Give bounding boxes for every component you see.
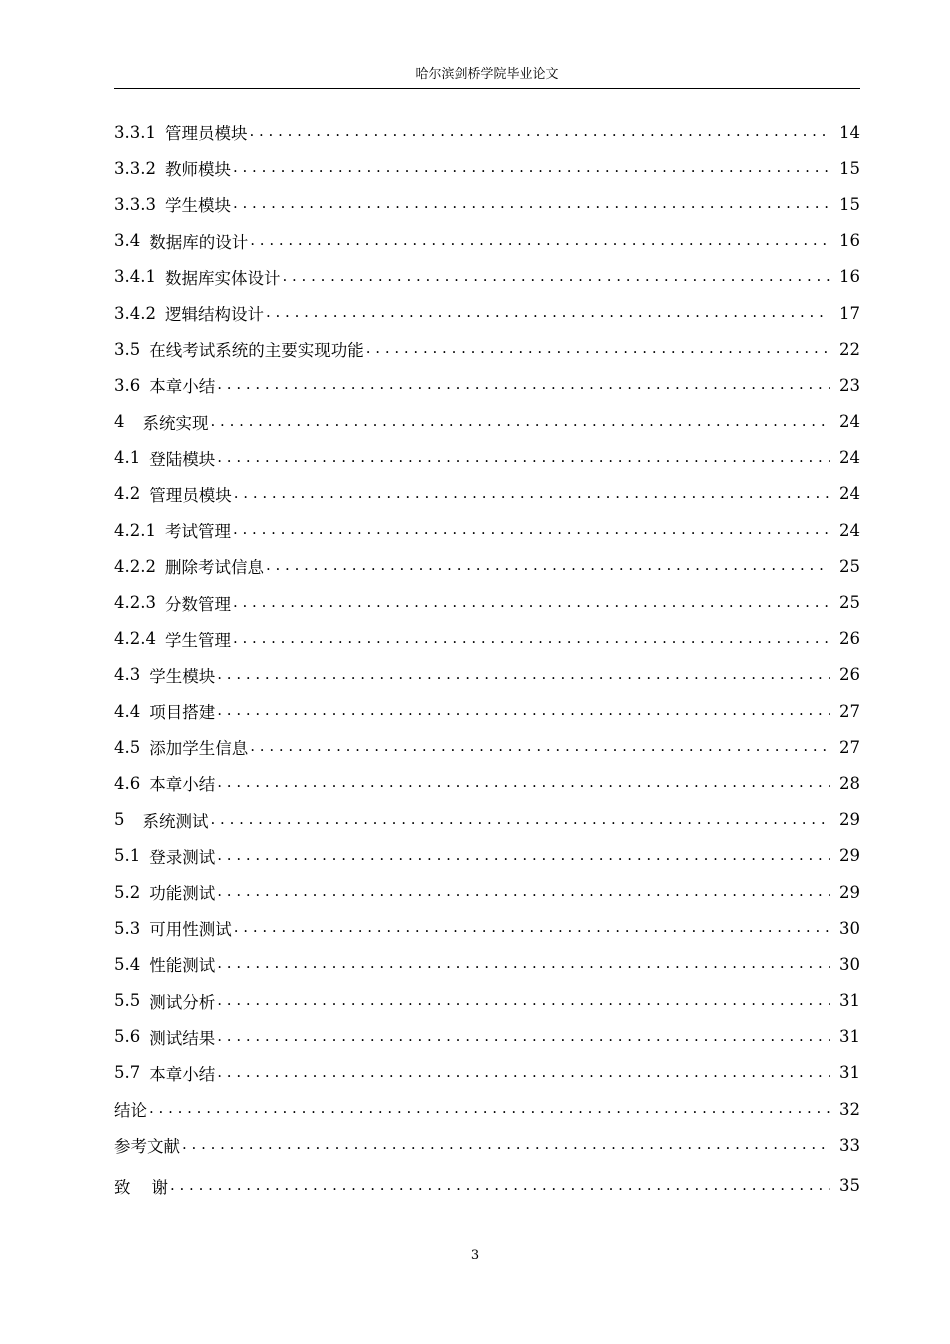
toc-entry-number: 3.3.3 [114, 194, 156, 214]
toc-entry-page: 33 [839, 1135, 860, 1155]
toc-entry-title: 教师模块 [164, 160, 231, 180]
toc-entry[interactable] [114, 1019, 860, 1055]
toc-entry-number: 5.2 [114, 882, 141, 902]
toc-entry-page: 28 [839, 773, 860, 793]
toc-entry-page: 32 [839, 1099, 860, 1119]
toc-entry-page: 26 [839, 629, 860, 649]
toc-entry-page: 29 [839, 882, 860, 902]
toc-entry-page: 15 [839, 158, 860, 178]
toc-entry-title: 致 谢 [114, 1177, 168, 1197]
toc-entry-number: 5 [114, 810, 125, 830]
toc-entry-title: 登陆模块 [149, 449, 216, 469]
toc-entry-title: 添加学生信息 [149, 739, 249, 759]
toc-dot-leader [217, 1027, 830, 1045]
toc-entry-title: 系统实现 [142, 413, 209, 433]
toc-entry[interactable] [114, 150, 860, 186]
toc-entry-page: 31 [839, 1063, 860, 1083]
toc-entry-title: 学生模块 [149, 666, 216, 686]
toc-entry-number: 3.6 [114, 375, 141, 395]
toc-entry-number: 4.4 [114, 701, 141, 721]
toc-entry-title: 本章小结 [149, 377, 216, 397]
toc-entry-page: 22 [839, 339, 860, 359]
toc-entry-title: 系统测试 [142, 811, 209, 831]
toc-dot-leader [217, 954, 830, 972]
toc-entry[interactable] [114, 114, 860, 150]
toc-entry-number: 3.3.1 [114, 122, 156, 142]
toc-entry-number: 4.2.2 [114, 556, 156, 576]
toc-entry-title: 本章小结 [149, 775, 216, 795]
toc-dot-leader [234, 484, 830, 502]
toc-dot-leader [217, 991, 830, 1009]
toc-entry-title: 测试分析 [149, 992, 216, 1012]
toc-entry-page: 24 [839, 412, 860, 432]
toc-entry-title: 删除考试信息 [164, 558, 264, 578]
toc-entry-page: 17 [839, 303, 860, 323]
toc-dot-leader [233, 629, 830, 647]
toc-entry-title: 功能测试 [149, 884, 216, 904]
toc-dot-leader [366, 339, 830, 357]
toc-entry-number: 4.2.4 [114, 629, 156, 649]
toc-entry-number: 4.2.1 [114, 520, 156, 540]
toc-entry[interactable] [114, 186, 860, 222]
toc-entry-number: 5.1 [114, 846, 141, 866]
toc-entry-number: 5.5 [114, 991, 141, 1011]
toc-entry-page: 27 [839, 737, 860, 757]
table-of-contents [114, 114, 860, 1204]
toc-entry[interactable] [114, 440, 860, 476]
toc-entry[interactable] [114, 693, 860, 729]
toc-dot-leader [250, 737, 830, 755]
toc-entry-number: 3.4.2 [114, 303, 156, 323]
running-header: 哈尔滨剑桥学院毕业论文 [415, 67, 559, 82]
toc-entry[interactable] [114, 223, 860, 259]
toc-entry-title: 可用性测试 [149, 920, 232, 940]
toc-entry-page: 31 [839, 991, 860, 1011]
page-number: 3 [470, 1248, 480, 1263]
toc-entry-page: 16 [839, 267, 860, 287]
toc-entry-page: 24 [839, 484, 860, 504]
toc-entry-title: 管理员模块 [164, 124, 248, 144]
toc-entry-number: 4.2 [114, 484, 141, 504]
toc-entry[interactable] [114, 838, 860, 874]
toc-dot-leader [233, 158, 830, 176]
toc-entry[interactable] [114, 874, 860, 910]
toc-dot-leader [170, 1176, 830, 1194]
toc-entry[interactable] [114, 910, 860, 946]
toc-entry[interactable] [114, 729, 860, 765]
toc-entry-title: 本章小结 [149, 1064, 216, 1084]
toc-dot-leader [233, 194, 830, 212]
toc-dot-leader [217, 665, 830, 683]
header-rule [114, 88, 860, 89]
toc-entry[interactable] [114, 1167, 860, 1203]
toc-entry[interactable] [114, 802, 860, 838]
toc-entry-number: 4.2.3 [114, 593, 156, 613]
toc-dot-leader [266, 556, 830, 574]
toc-entry[interactable] [114, 404, 860, 440]
toc-entry[interactable] [114, 1091, 860, 1127]
toc-entry-page: 24 [839, 520, 860, 540]
toc-entry-page: 35 [839, 1176, 860, 1196]
toc-entry-title: 管理员模块 [149, 485, 232, 505]
toc-entry-title: 参考文献 [114, 1137, 180, 1157]
toc-entry[interactable] [114, 367, 860, 403]
toc-dot-leader [217, 773, 830, 791]
toc-entry-page: 25 [839, 556, 860, 576]
toc-entry[interactable] [114, 1127, 860, 1163]
toc-entry[interactable] [114, 621, 860, 657]
toc-entry[interactable] [114, 476, 860, 512]
toc-dot-leader [233, 520, 830, 538]
toc-entry-page: 31 [839, 1027, 860, 1047]
toc-dot-leader [182, 1135, 830, 1153]
toc-dot-leader [250, 231, 830, 249]
toc-entry-number: 3.4 [114, 231, 141, 251]
toc-entry-title: 登录测试 [149, 847, 216, 867]
toc-dot-leader [217, 375, 830, 393]
toc-entry[interactable] [114, 1055, 860, 1091]
toc-entry-title: 逻辑结构设计 [164, 305, 264, 325]
toc-entry-page: 25 [839, 593, 860, 613]
toc-dot-leader [217, 846, 830, 864]
toc-dot-leader [233, 593, 830, 611]
toc-dot-leader [234, 918, 830, 936]
toc-entry[interactable] [114, 765, 860, 801]
toc-entry[interactable] [114, 548, 860, 584]
toc-entry-title: 数据库的设计 [149, 232, 249, 252]
toc-entry[interactable] [114, 331, 860, 367]
toc-dot-leader [217, 701, 830, 719]
toc-entry-title: 性能测试 [149, 956, 216, 976]
toc-entry-page: 24 [839, 448, 860, 468]
toc-entry-page: 27 [839, 701, 860, 721]
toc-dot-leader [282, 267, 830, 285]
toc-entry-title: 数据库实体设计 [164, 268, 281, 288]
toc-entry-number: 3.5 [114, 339, 141, 359]
toc-entry-number: 5.4 [114, 954, 141, 974]
toc-entry-number: 5.6 [114, 1027, 141, 1047]
toc-entry-page: 29 [839, 846, 860, 866]
toc-entry-title: 项目搭建 [149, 703, 216, 723]
toc-entry[interactable] [114, 295, 860, 331]
toc-dot-leader [211, 412, 831, 430]
toc-entry-page: 30 [839, 954, 860, 974]
toc-entry-page: 29 [839, 810, 860, 830]
toc-entry-page: 30 [839, 918, 860, 938]
toc-entry[interactable] [114, 512, 860, 548]
toc-entry-number: 4.1 [114, 448, 141, 468]
toc-dot-leader [217, 448, 830, 466]
toc-entry[interactable] [114, 584, 860, 620]
toc-entry-title: 考试管理 [164, 522, 231, 542]
toc-dot-leader [249, 122, 830, 140]
toc-dot-leader [217, 882, 830, 900]
toc-entry[interactable] [114, 657, 860, 693]
toc-entry-number: 4 [114, 412, 125, 432]
toc-entry-number: 5.7 [114, 1063, 141, 1083]
toc-entry-title: 学生模块 [164, 196, 231, 216]
toc-entry-page: 16 [839, 231, 860, 251]
toc-entry-title: 学生管理 [164, 630, 231, 650]
toc-entry-page: 14 [839, 122, 860, 142]
toc-entry-number: 3.3.2 [114, 158, 156, 178]
toc-entry-number: 4.3 [114, 665, 141, 685]
toc-entry-title: 分数管理 [164, 594, 231, 614]
toc-entry-page: 26 [839, 665, 860, 685]
toc-dot-leader [217, 1063, 830, 1081]
toc-entry[interactable] [114, 259, 860, 295]
toc-dot-leader [149, 1099, 830, 1117]
toc-entry-number: 5.3 [114, 918, 141, 938]
toc-entry-number: 4.5 [114, 737, 141, 757]
toc-entry-number: 4.6 [114, 773, 141, 793]
toc-entry[interactable] [114, 946, 860, 982]
toc-entry-title: 在线考试系统的主要实现功能 [149, 341, 364, 361]
toc-entry-title: 结论 [114, 1101, 147, 1121]
toc-dot-leader [211, 810, 831, 828]
toc-entry-page: 23 [839, 375, 860, 395]
toc-dot-leader [266, 303, 830, 321]
toc-entry[interactable] [114, 983, 860, 1019]
toc-entry-title: 测试结果 [149, 1028, 216, 1048]
toc-entry-number: 3.4.1 [114, 267, 156, 287]
toc-entry-page: 15 [839, 194, 860, 214]
